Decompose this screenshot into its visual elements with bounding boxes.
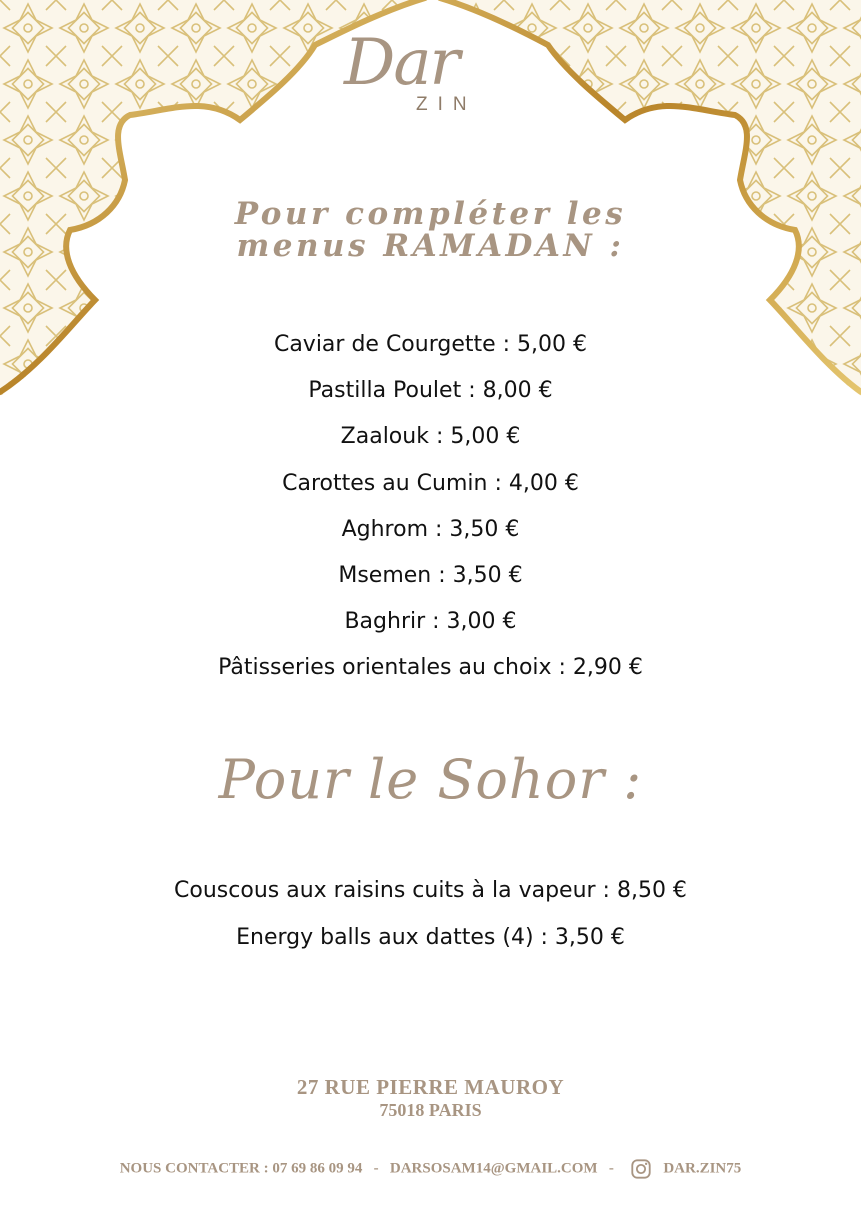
menu-title-line2: menus RAMADAN :	[236, 228, 625, 264]
contact-phone: NOUS CONTACTER : 07 69 86 09 94	[119, 1160, 363, 1177]
menu-item: Energy balls aux dattes (4) : 3,50 €	[236, 925, 625, 950]
menu-title	[0, 198, 861, 262]
contact-separator: -	[373, 1160, 379, 1177]
contact-separator: -	[608, 1160, 614, 1177]
brand-logo	[330, 28, 530, 138]
sohor-menu-list	[0, 867, 861, 961]
menu-item: Aghrom : 3,50 €	[341, 516, 520, 542]
menu-item: Carottes au Cumin : 4,00 €	[282, 470, 579, 496]
address-city: 75018 PARIS	[379, 1100, 482, 1120]
contact-instagram[interactable]: DAR.ZIN75	[663, 1160, 742, 1177]
ramadan-menu-list	[0, 322, 861, 692]
address-block	[0, 1074, 861, 1120]
menu-item: Zaalouk : 5,00 €	[340, 424, 521, 450]
menu-item: Msemen : 3,50 €	[338, 562, 523, 588]
brand-sub: ZIN	[416, 94, 477, 115]
contact-line	[0, 1155, 861, 1182]
instagram-icon	[630, 1158, 652, 1180]
sohor-heading: Pour le Sohor :	[218, 748, 643, 811]
menu-item: Pâtisseries orientales au choix : 2,90 €	[218, 655, 643, 681]
brand-script: Dar	[344, 26, 459, 100]
menu-title-line1: Pour compléter les	[234, 196, 627, 232]
contact-email[interactable]: DARSOSAM14@GMAIL.COM	[389, 1160, 598, 1177]
menu-item: Caviar de Courgette : 5,00 €	[273, 332, 588, 357]
menu-item: Couscous aux raisins cuits à la vapeur : 8,50 €	[174, 878, 687, 903]
menu-item: Baghrir : 3,00 €	[344, 609, 517, 635]
menu-item: Pastilla Poulet : 8,00 €	[308, 378, 553, 404]
address-street: 27 RUE PIERRE MAUROY	[296, 1075, 565, 1099]
